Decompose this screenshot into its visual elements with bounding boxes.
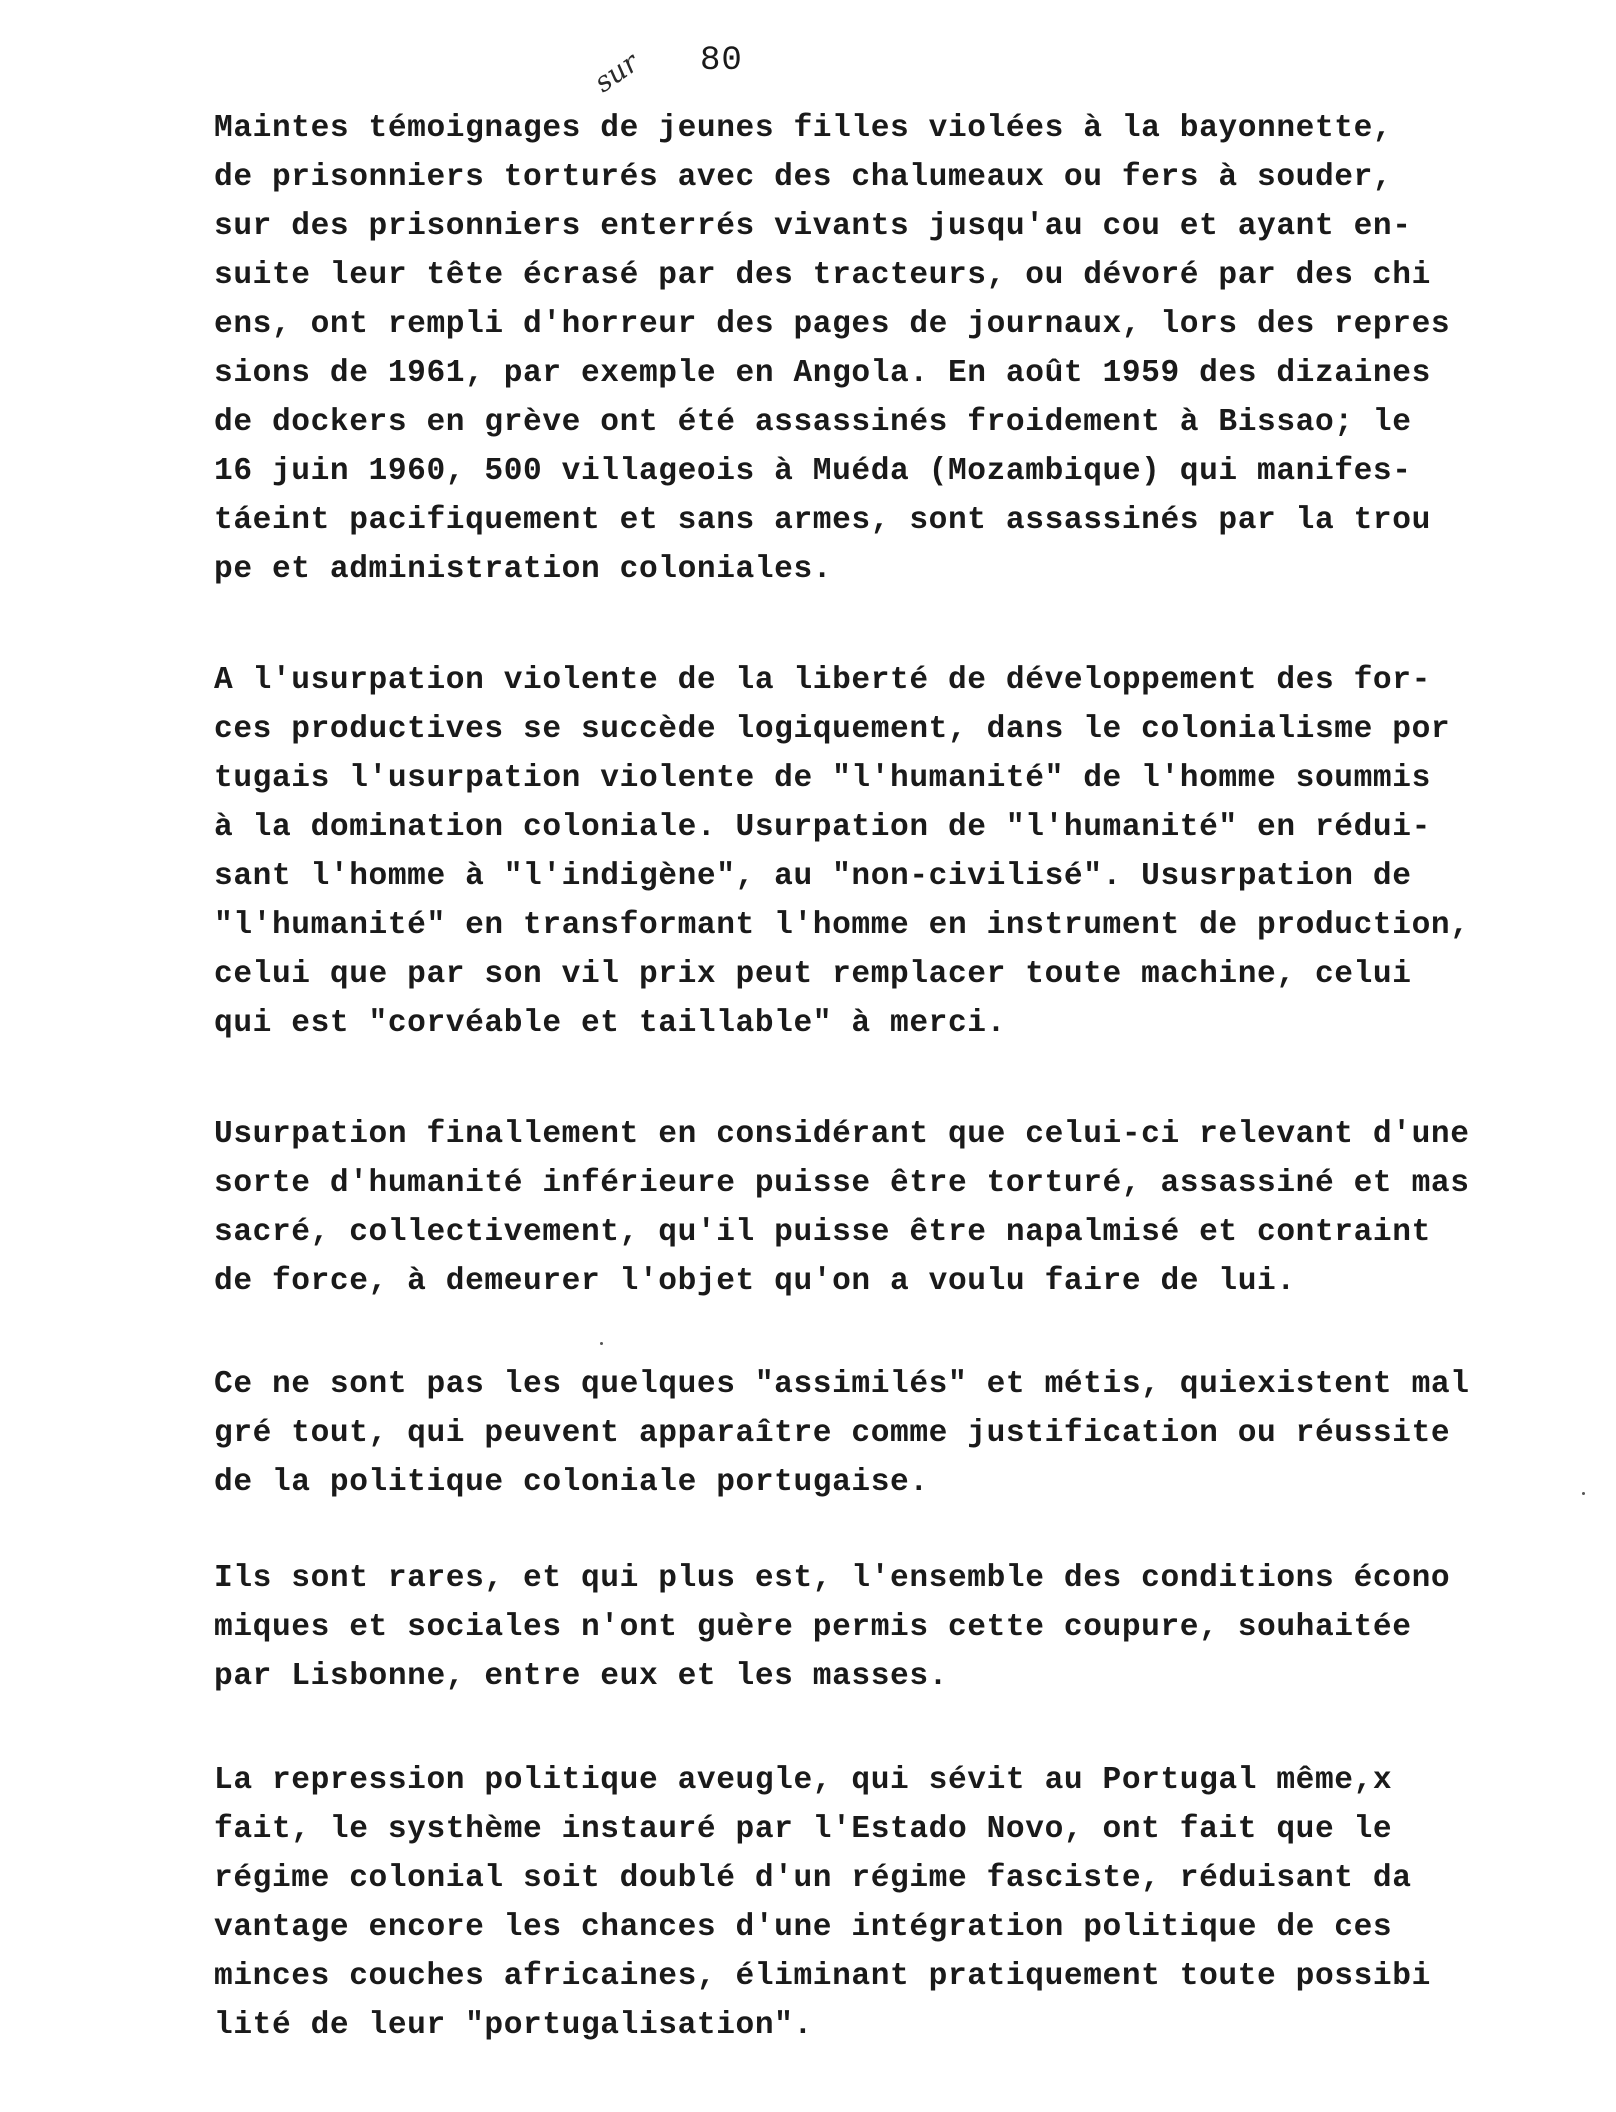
text-line: táeint pacifiquement et sans armes, sont assassinés par la trou (214, 503, 1431, 538)
text-line: sacré, collectivement, qu'il puisse être napalmisé et contraint (214, 1215, 1431, 1250)
text-line: 16 juin 1960, 500 villageois à Muéda (Mozambique) qui manifes- (214, 454, 1412, 489)
paragraph-5 (214, 1554, 1554, 1701)
text-line: sant l'homme à "l'indigène", au "non-civilisé". Ususrpation de (214, 859, 1412, 894)
text-line: gré tout, qui peuvent apparaître comme justification ou réussite (214, 1416, 1451, 1451)
text-line: celui que par son vil prix peut remplacer toute machine, celui (214, 957, 1412, 992)
text-line: Ils sont rares, et qui plus est, l'ensemble des conditions écono (214, 1561, 1451, 1596)
text-line: ces productives se succède logiquement, dans le colonialisme por (214, 712, 1451, 747)
text-line: à la domination coloniale. Usurpation de "l'humanité" en rédui- (214, 810, 1431, 845)
text-line: fait, le systhème instauré par l'Estado Novo, ont fait que le (214, 1812, 1393, 1847)
text-line: miques et sociales n'ont guère permis cette coupure, souhaitée (214, 1610, 1412, 1645)
text-line: de dockers en grève ont été assassinés froidement à Bissao; le (214, 405, 1412, 440)
text-line: "l'humanité" en transformant l'homme en instrument de production, (214, 908, 1470, 943)
text-line: tugais l'usurpation violente de "l'humanité" de l'homme soummis (214, 761, 1431, 796)
text-line: Usurpation finallement en considérant que celui-ci relevant d'une (214, 1117, 1470, 1152)
paragraph-4 (214, 1360, 1554, 1507)
text-line: de force, à demeurer l'objet qu'on a voulu faire de lui. (214, 1264, 1296, 1299)
text-line: sorte d'humanité inférieure puisse être torturé, assassiné et mas (214, 1166, 1470, 1201)
text-line: pe et administration coloniales. (214, 552, 833, 587)
text-line: par Lisbonne, entre eux et les masses. (214, 1659, 948, 1694)
page-number: 80 (700, 42, 743, 80)
text-line: ens, ont rempli d'horreur des pages de journaux, lors des repres (214, 307, 1451, 342)
paragraph-6 (214, 1756, 1554, 2050)
text-line: lité de leur "portugalisation". (214, 2008, 813, 2043)
paragraph-2 (214, 656, 1554, 1048)
handwritten-annotation: sur (588, 45, 645, 100)
paragraph-3 (214, 1110, 1554, 1306)
text-line: de prisonniers torturés avec des chalumeaux ou fers à souder, (214, 160, 1393, 195)
text-line: A l'usurpation violente de la liberté de développement des for- (214, 663, 1431, 698)
text-line: qui est "corvéable et taillable" à merci. (214, 1006, 1006, 1041)
text-line: de la politique coloniale portugaise. (214, 1465, 929, 1500)
text-line: sur des prisonniers enterrés vivants jusqu'au cou et ayant en- (214, 209, 1412, 244)
text-line: vantage encore les chances d'une intégration politique de ces (214, 1910, 1393, 1945)
speck-mark (1582, 1492, 1585, 1495)
text-line: régime colonial soit doublé d'un régime fasciste, réduisant da (214, 1861, 1412, 1896)
text-line: sions de 1961, par exemple en Angola. En août 1959 des dizaines (214, 356, 1431, 391)
text-line: Ce ne sont pas les quelques "assimilés" et métis, quiexistent mal (214, 1367, 1470, 1402)
text-line: suite leur tête écrasé par des tracteurs, ou dévoré par des chi (214, 258, 1431, 293)
text-line: Maintes témoignages de jeunes filles violées à la bayonnette, (214, 111, 1393, 146)
text-line: La repression politique aveugle, qui sévit au Portugal même,x (214, 1763, 1393, 1798)
speck-mark (600, 1342, 603, 1345)
text-line: minces couches africaines, éliminant pratiquement toute possibi (214, 1959, 1431, 1994)
paragraph-1 (214, 104, 1554, 594)
